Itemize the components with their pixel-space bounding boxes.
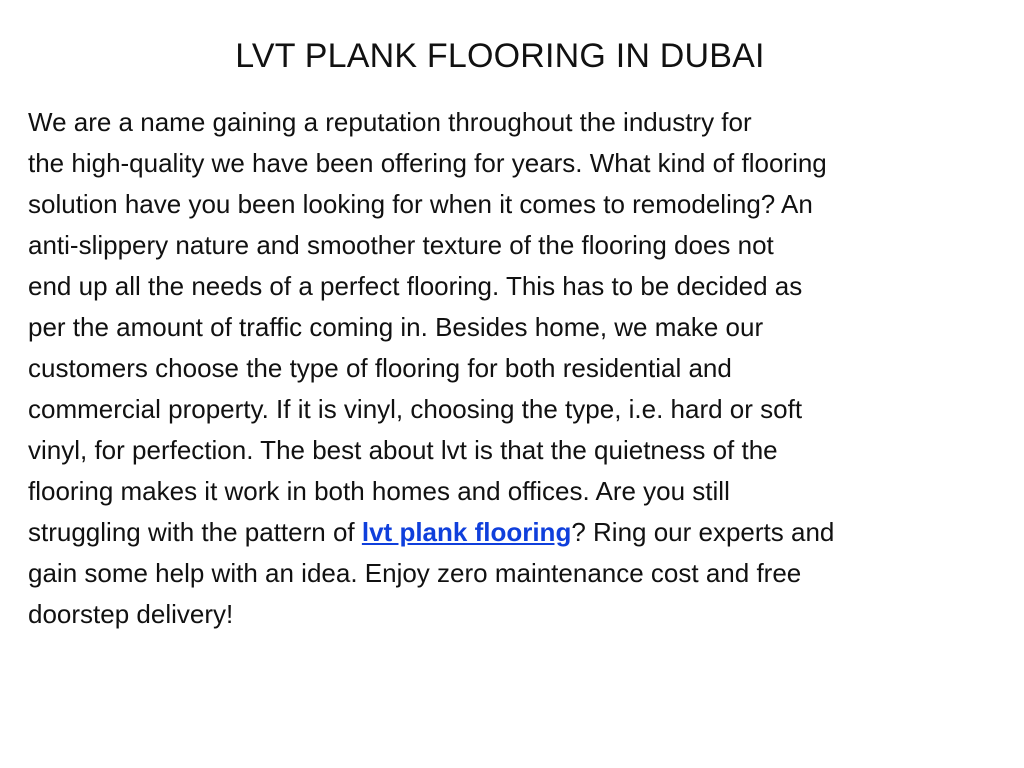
body-line: end up all the needs of a perfect flooring. This has to be decided as xyxy=(28,271,803,301)
body-line: gain some help with an idea. Enjoy zero maintenance cost and free xyxy=(28,558,802,588)
body-line: commercial property. If it is vinyl, choosing the type, i.e. hard or soft xyxy=(28,394,803,424)
body-line: flooring makes it work in both homes and offices. Are you still xyxy=(28,476,730,506)
body-line: per the amount of traffic coming in. Besides home, we make our xyxy=(28,312,764,342)
link-line-after: ? Ring our experts and xyxy=(571,517,835,547)
lvt-plank-flooring-link[interactable]: lvt plank flooring xyxy=(361,517,572,547)
body-line: We are a name gaining a reputation throughout the industry for xyxy=(28,107,752,137)
body-line-with-link xyxy=(28,512,1008,553)
body-text xyxy=(28,102,1008,635)
link-line-before: struggling with the pattern of xyxy=(28,517,362,547)
body-line: customers choose the type of flooring for both residential and xyxy=(28,353,732,383)
body-line: anti-slippery nature and smoother texture of the flooring does not xyxy=(28,230,774,260)
body-line: solution have you been looking for when it comes to remodeling? An xyxy=(28,189,813,219)
body-line: vinyl, for perfection. The best about lvt is that the quietness of the xyxy=(28,435,778,465)
body-line: the high-quality we have been offering for years. What kind of flooring xyxy=(28,148,827,178)
page-title: LVT PLANK FLOORING IN DUBAI xyxy=(235,37,765,75)
body-line: doorstep delivery! xyxy=(28,599,234,629)
